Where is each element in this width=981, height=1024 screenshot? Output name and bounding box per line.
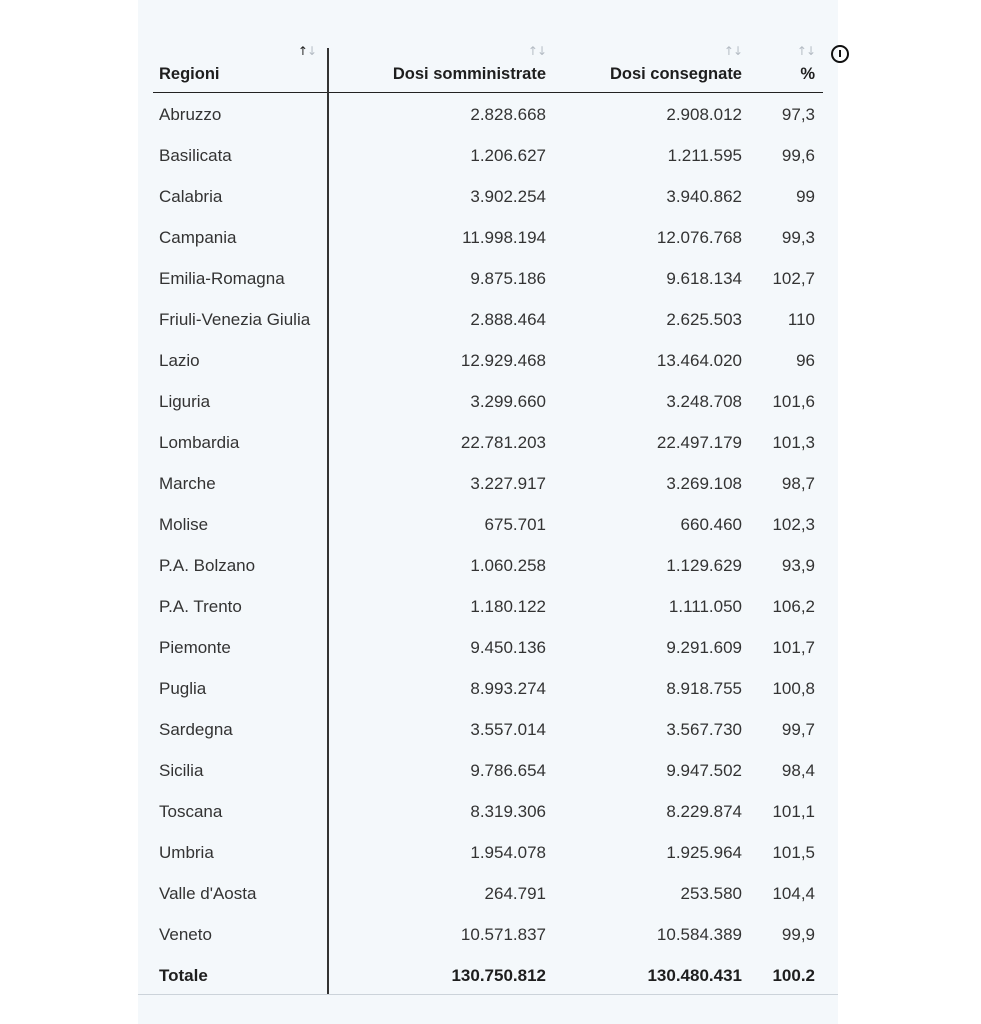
cell-region: Valle d'Aosta <box>159 884 257 903</box>
cell-percent: 104,4 <box>772 884 815 903</box>
cell-region: Basilicata <box>159 146 232 165</box>
table-row <box>153 913 823 954</box>
cell-administered: 3.557.014 <box>470 720 546 739</box>
cell-administered: 12.929.468 <box>460 351 546 370</box>
table-row <box>153 298 823 339</box>
sort-arrows-icon[interactable]: ↑↓ <box>297 44 316 58</box>
cell-percent: 99,3 <box>781 228 815 247</box>
cell-percent: 110 <box>787 310 815 329</box>
cell-region: Abruzzo <box>159 105 222 124</box>
cell-region: Lazio <box>159 351 200 370</box>
table-row <box>153 708 823 749</box>
table-row <box>153 544 823 585</box>
cell-percent: 101,5 <box>772 843 815 862</box>
cell-region: Puglia <box>159 679 207 698</box>
table-row <box>153 421 823 462</box>
sort-arrows-icon[interactable]: ↑↓ <box>796 44 815 58</box>
table-row <box>153 749 823 790</box>
sort-arrows-icon[interactable]: ↑↓ <box>723 44 742 58</box>
table-header <box>153 36 823 93</box>
table-bottom-border <box>138 994 838 995</box>
table-row <box>153 339 823 380</box>
header-dosi-somministrate[interactable] <box>328 36 546 92</box>
cell-region: Liguria <box>159 392 211 411</box>
cell-administered: 10.571.837 <box>460 925 546 944</box>
cell-percent: 93,9 <box>781 556 815 575</box>
header-percent[interactable] <box>742 36 815 92</box>
cell-region: Molise <box>159 515 209 534</box>
table-row <box>153 93 823 134</box>
cell-administered: 9.875.186 <box>470 269 546 288</box>
table-row <box>153 503 823 544</box>
table-row <box>153 667 823 708</box>
cell-administered: 8.993.274 <box>470 679 546 698</box>
column-divider <box>327 48 329 994</box>
header-label-consegnate: Dosi consegnate <box>609 65 742 83</box>
cell-delivered: 13.464.020 <box>656 351 742 370</box>
cell-administered: 1.954.078 <box>470 843 546 862</box>
cell-administered: 1.180.122 <box>470 597 546 616</box>
cell-region: Campania <box>159 228 237 247</box>
header-dosi-consegnate[interactable] <box>546 36 742 92</box>
cell-administered: 3.299.660 <box>470 392 546 411</box>
cell-region: Sardegna <box>159 720 233 739</box>
table-row <box>153 134 823 175</box>
sort-arrows-icon[interactable]: ↑↓ <box>527 44 546 58</box>
table-row-total <box>153 954 823 995</box>
cell-administered: 675.701 <box>484 515 546 534</box>
cell-percent: 101,3 <box>772 433 815 452</box>
cell-delivered: 3.269.108 <box>666 474 742 493</box>
info-icon[interactable] <box>831 45 849 63</box>
header-label-percent: % <box>800 65 815 83</box>
cell-percent: 97,3 <box>781 105 815 124</box>
cell-region: P.A. Bolzano <box>159 556 256 575</box>
cell-percent: 100,8 <box>772 679 815 698</box>
cell-percent: 98,4 <box>781 761 815 780</box>
cell-percent: 101,7 <box>772 638 815 657</box>
table-row <box>153 585 823 626</box>
cell-delivered: 9.618.134 <box>666 269 742 288</box>
table-row <box>153 626 823 667</box>
cell-administered: 3.902.254 <box>470 187 546 206</box>
cell-administered: 2.888.464 <box>470 310 546 329</box>
cell-percent: 99,7 <box>781 720 815 739</box>
cell-delivered: 1.211.595 <box>667 146 742 165</box>
cell-administered: 9.786.654 <box>470 761 546 780</box>
total-delivered: 130.480.431 <box>647 966 742 985</box>
header-label-regioni: Regioni <box>159 65 220 83</box>
cell-percent: 101,6 <box>772 392 815 411</box>
cell-region: Umbria <box>159 843 214 862</box>
table-row <box>153 175 823 216</box>
cell-delivered: 3.567.730 <box>666 720 742 739</box>
cell-percent: 102,3 <box>772 515 815 534</box>
table-row <box>153 216 823 257</box>
cell-region: P.A. Trento <box>159 597 242 616</box>
header-regioni[interactable] <box>153 36 328 92</box>
cell-administered: 8.319.306 <box>470 802 546 821</box>
cell-region: Friuli-Venezia Giulia <box>159 310 311 329</box>
cell-percent: 99 <box>796 187 815 206</box>
total-administered: 130.750.812 <box>451 966 546 985</box>
cell-delivered: 2.625.503 <box>666 310 742 329</box>
cell-administered: 3.227.917 <box>470 474 546 493</box>
cell-delivered: 9.947.502 <box>666 761 742 780</box>
cell-percent: 99,6 <box>781 146 815 165</box>
table-row <box>153 872 823 913</box>
cell-percent: 96 <box>796 351 815 370</box>
cell-delivered: 1.111.050 <box>668 597 742 616</box>
cell-percent: 102,7 <box>772 269 815 288</box>
cell-delivered: 3.940.862 <box>666 187 742 206</box>
table-row <box>153 257 823 298</box>
cell-delivered: 9.291.609 <box>666 638 742 657</box>
table-row <box>153 462 823 503</box>
cell-region: Piemonte <box>159 638 231 657</box>
cell-administered: 2.828.668 <box>470 105 546 124</box>
table-body <box>153 93 823 995</box>
cell-administered: 1.206.627 <box>470 146 546 165</box>
cell-administered: 11.998.194 <box>462 228 546 247</box>
cell-administered: 1.060.258 <box>470 556 546 575</box>
cell-delivered: 1.129.629 <box>666 556 742 575</box>
header-label-somministrate: Dosi somministrate <box>392 65 546 83</box>
cell-region: Veneto <box>159 925 212 944</box>
vaccine-doses-table <box>153 36 823 995</box>
cell-region: Marche <box>159 474 216 493</box>
total-label: Totale <box>159 966 208 985</box>
cell-administered: 9.450.136 <box>470 638 546 657</box>
table-row <box>153 380 823 421</box>
cell-percent: 98,7 <box>781 474 815 493</box>
cell-delivered: 8.229.874 <box>666 802 742 821</box>
table-row <box>153 831 823 872</box>
cell-percent: 99,9 <box>781 925 815 944</box>
cell-delivered: 1.925.964 <box>666 843 742 862</box>
cell-region: Toscana <box>159 802 223 821</box>
cell-delivered: 10.584.389 <box>656 925 742 944</box>
cell-delivered: 3.248.708 <box>666 392 742 411</box>
cell-delivered: 2.908.012 <box>666 105 742 124</box>
cell-percent: 106,2 <box>772 597 815 616</box>
cell-region: Emilia-Romagna <box>159 269 285 288</box>
cell-region: Sicilia <box>159 761 204 780</box>
cell-percent: 101,1 <box>772 802 815 821</box>
table-row <box>153 790 823 831</box>
cell-delivered: 660.460 <box>680 515 742 534</box>
total-percent: 100.2 <box>772 966 815 985</box>
cell-delivered: 253.580 <box>680 884 742 903</box>
cell-administered: 22.781.203 <box>460 433 546 452</box>
cell-delivered: 8.918.755 <box>666 679 742 698</box>
cell-administered: 264.791 <box>484 884 546 903</box>
cell-region: Lombardia <box>159 433 240 452</box>
cell-delivered: 22.497.179 <box>656 433 742 452</box>
cell-region: Calabria <box>159 187 223 206</box>
cell-delivered: 12.076.768 <box>656 228 742 247</box>
